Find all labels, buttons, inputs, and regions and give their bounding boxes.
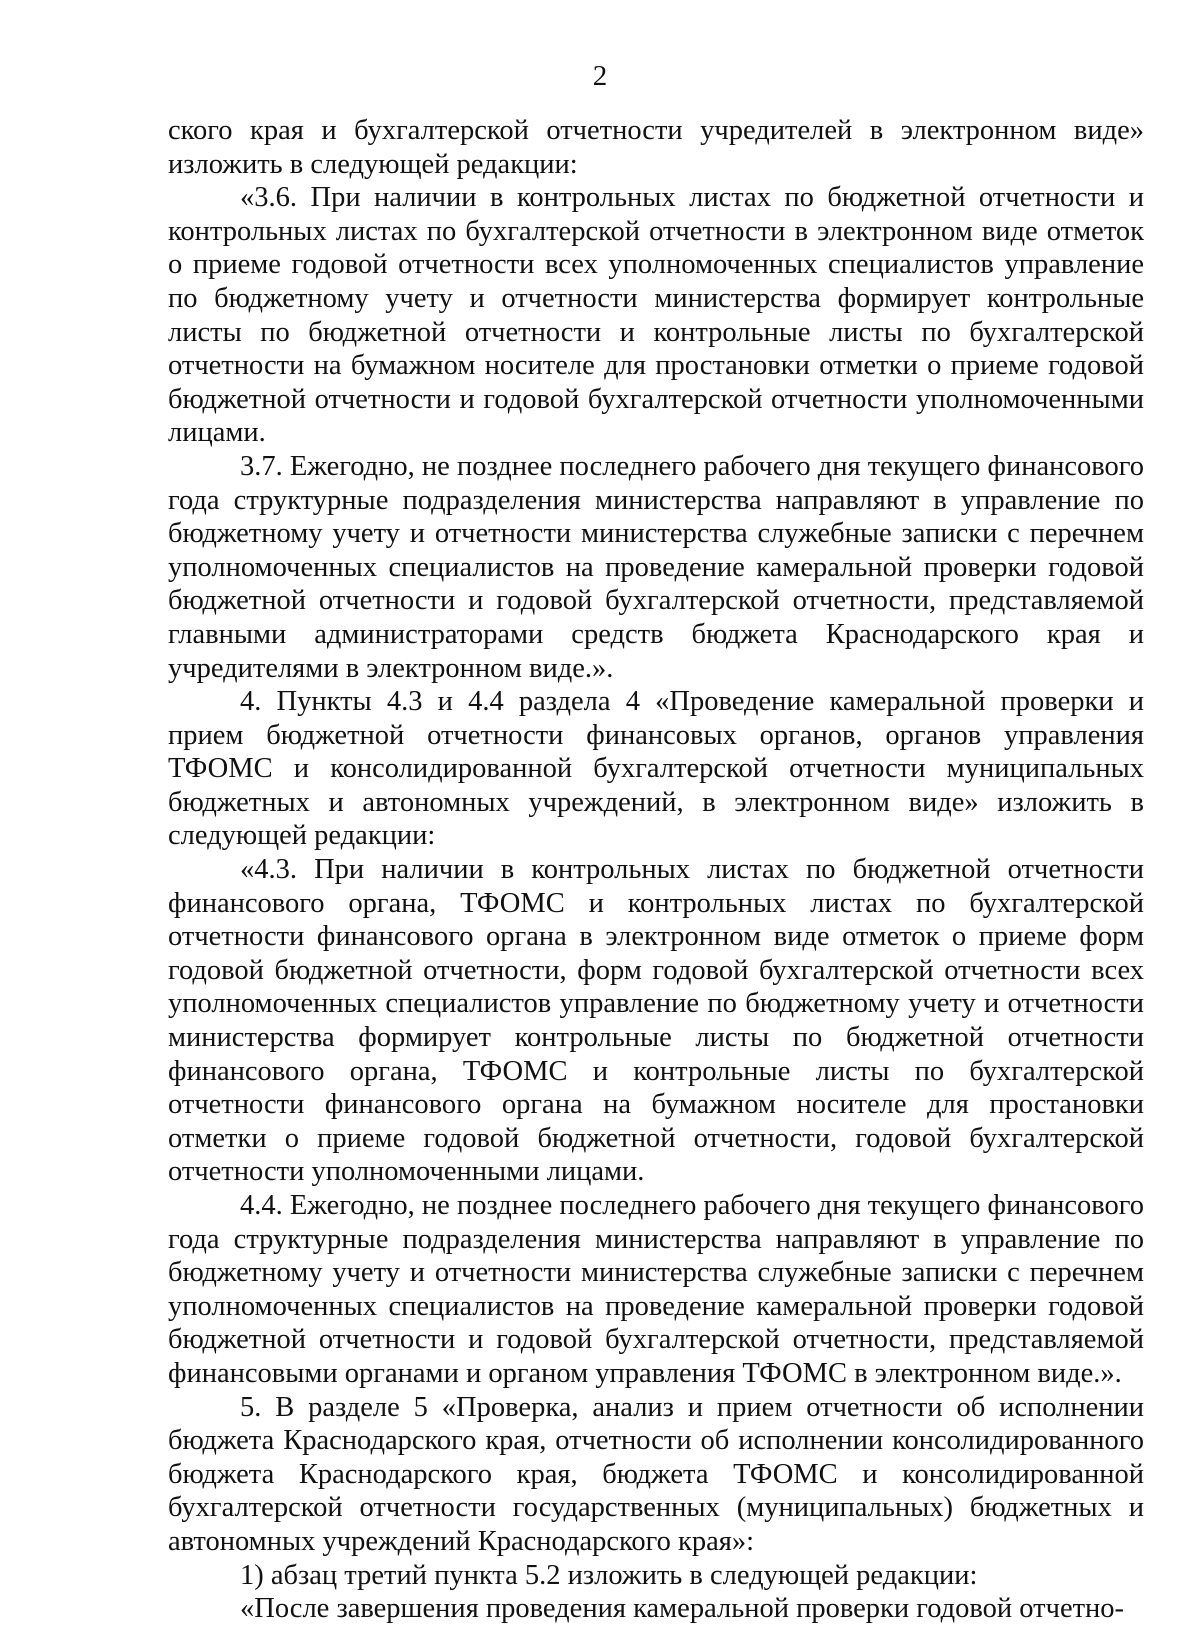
paragraph-6: 4.4. Ежегодно, не позднее последнего рабочего дня текущего финансового года структурные подразделения министерства направляют в управление по бюджетному учету и отчетности министерства служебные записки с перечнем уполномоченных специалистов на проведение камеральной проверки годовой бюджетной отчетности и годовой бухгалтерской отчетности, представляемой финансовыми органами и органом управления ТФОМС в электронном виде.».	[168, 1190, 1144, 1389]
paragraph-3: 3.7. Ежегодно, не позднее последнего рабочего дня текущего финансового года структурные подразделения министерства направляют в управление по бюджетному учету и отчетности министерства служебные записки с перечнем уполномоченных специалистов на проведение камеральной проверки годовой бюджетной отчетности и годовой бухгалтерской отчетности, представляемой главными администраторами средств бюджета Краснодарского края и учредителями в электронном виде.».	[168, 450, 1144, 684]
page-number: 2	[592, 60, 608, 92]
paragraph-7: 5. В разделе 5 «Проверка, анализ и прием отчетности об исполнении бюджета Краснодарского края, отчетности об исполнении консолидированного бюджета Краснодарского края, бюджета ТФОМС и консолидированной бухгалтерской отчетности государственных (муниципальных) бюджетных и автономных учреждений Краснодарского края»:	[168, 1391, 1144, 1557]
paragraph-5: «4.3. При наличии в контрольных листах по бюджетной отчетности финансового органа, ТФОМС и контрольных листах по бухгалтерской отчетности финансового органа в электронном виде отметок о приеме форм годовой бюджетной отчетности, форм годовой бухгалтерской отчетности всех уполномоченных специалистов управление по бюджетному учету и отчетности министерства формирует контрольные листы по бюджетной отчетности финансового органа, ТФОМС и контрольные листы по бухгалтерской отчетности финансового органа на бумажном носителе для простановки отметки о приеме годовой бюджетной отчетности, годовой бухгалтерской отчетности уполномоченными лицами.	[168, 854, 1144, 1188]
paragraph-9: «После завершения проведения камеральной проверки годовой отчетно-	[240, 1593, 1125, 1625]
document-body	[168, 114, 1144, 1626]
paragraph-8: 1) абзац третий пункта 5.2 изложить в следующей редакции:	[240, 1559, 978, 1591]
paragraph-2: «3.6. При наличии в контрольных листах по бюджетной отчетности и контрольных листах по бухгалтерской отчетности в электронном виде отметок о приеме годовой отчетности всех уполномоченных специалистов управление по бюджетному учету и отчетности министерства формирует контрольные листы по бюджетной отчетности и контрольные листы по бухгалтерской отчетности на бумажном носителе для простановки отметки о приеме годовой бюджетной отчетности и годовой бухгалтерской отчетности уполномоченными лицами.	[168, 182, 1144, 449]
paragraph-4: 4. Пункты 4.3 и 4.4 раздела 4 «Проведение камеральной проверки и прием бюджетной отчетности финансовых органов, органов управления ТФОМС и консолидированной бухгалтерской отчетности муниципальных бюджетных и автономных учреждений, в электронном виде» изложить в следующей редакции:	[168, 686, 1144, 852]
paragraph-1: ского края и бухгалтерской отчетности учредителей в электронном виде» изложить в следующей редакции:	[168, 115, 1144, 180]
